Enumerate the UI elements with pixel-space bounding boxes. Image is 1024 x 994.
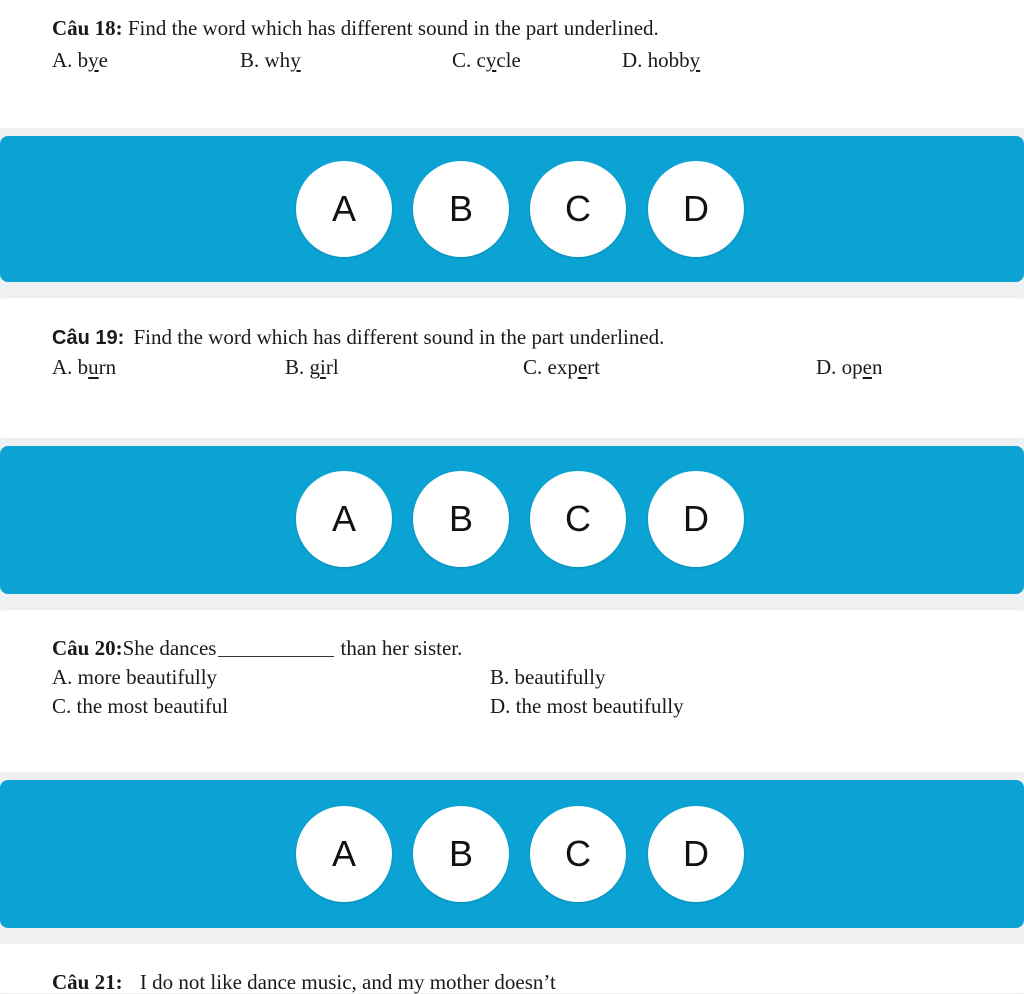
question-card-19 (0, 298, 1024, 438)
question-text (52, 327, 664, 348)
option-c: C. the most beautiful (52, 694, 229, 718)
question-prompt: Find the word which has different sound in the part underlined. (133, 325, 665, 349)
answer-button-a[interactable]: A (296, 806, 392, 902)
question-text (52, 972, 556, 993)
question-prompt: Find the word which has different sound in the part underlined. (127, 16, 659, 40)
question-label: Câu 18: (52, 16, 123, 40)
option-c: C. cycle (452, 48, 521, 72)
option-d: D. open (816, 355, 883, 379)
answer-button-d[interactable]: D (648, 806, 744, 902)
question-card-18 (0, 0, 1024, 128)
answer-button-d[interactable]: D (648, 161, 744, 257)
answer-button-b[interactable]: B (413, 806, 509, 902)
option-d: D. the most beautifully (490, 694, 684, 718)
answer-band-18 (0, 136, 1024, 282)
option-a: A. bye (52, 48, 108, 72)
option-d: D. hobby (622, 48, 701, 72)
question-label: Câu 19: (52, 327, 125, 349)
question-prompt-start: She dances (122, 636, 217, 660)
question-label: Câu 21: (52, 970, 123, 994)
answer-button-d[interactable]: D (648, 471, 744, 567)
option-b: B. why (240, 48, 301, 72)
answer-button-c[interactable]: C (530, 806, 626, 902)
question-card-20 (0, 610, 1024, 772)
answer-blank (218, 638, 334, 657)
question-text (52, 638, 462, 659)
question-text (52, 18, 659, 39)
answer-button-a[interactable]: A (296, 471, 392, 567)
answer-band-19 (0, 446, 1024, 594)
option-b: B. beautifully (490, 665, 606, 689)
question-prompt-end: than her sister. (340, 636, 463, 660)
question-prompt: I do not like dance music, and my mother doesn’t (139, 970, 556, 994)
question-label: Câu 20: (52, 636, 123, 660)
option-a: A. burn (52, 355, 117, 379)
option-c: C. expert (523, 355, 600, 379)
answer-button-b[interactable]: B (413, 161, 509, 257)
question-card-21 (0, 944, 1024, 993)
option-a: A. more beautifully (52, 665, 218, 689)
answer-button-a[interactable]: A (296, 161, 392, 257)
answer-button-c[interactable]: C (530, 161, 626, 257)
answer-band-20 (0, 780, 1024, 928)
answer-button-c[interactable]: C (530, 471, 626, 567)
option-b: B. girl (285, 355, 339, 379)
answer-button-b[interactable]: B (413, 471, 509, 567)
